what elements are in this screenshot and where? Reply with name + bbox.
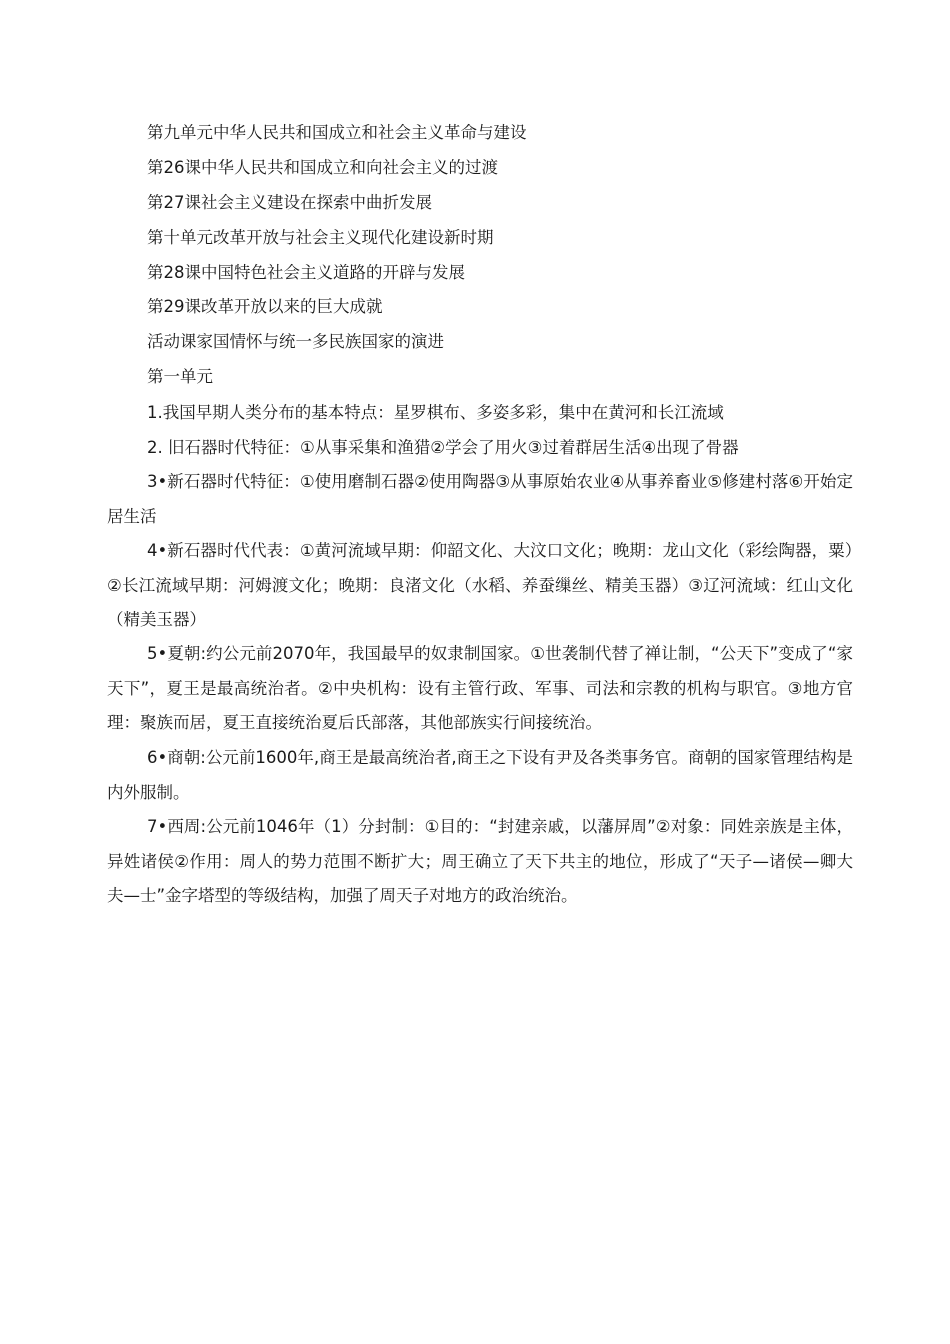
point-paragraph: 6•商朝:公元前1600年,商王是最高统治者,商王之下设有尹及各类事务官。商朝的国家管理结构是内外服制。 — [107, 748, 853, 802]
toc-line: 活动课家国情怀与统一多民族国家的演进 — [147, 332, 444, 351]
toc-line: 第十单元改革开放与社会主义现代化建设新时期 — [147, 228, 494, 247]
toc-line: 第九单元中华人民共和国成立和社会主义革命与建设 — [147, 123, 527, 142]
point-paragraph: 3•新石器时代特征：①使用磨制石器②使用陶器③从事原始农业④从事养畜业⑤修建村落⑥开始定居生活 — [107, 472, 853, 526]
toc-line: 第27课社会主义建设在探索中曲折发展 — [147, 193, 432, 212]
point-paragraph: 5•夏朝:约公元前2070年，我国最早的奴隶制国家。①世袭制代替了禅让制，“公天下”变成了“家天下”，夏王是最高统治者。②中央机构：设有主管行政、军事、司法和宗教的机构与职官。③地方官理：聚族而居，夏王直接统治夏后氏部落，其他部族实行间接统治。 — [107, 644, 853, 732]
toc-line: 第28课中国特色社会主义道路的开辟与发展 — [147, 263, 465, 282]
toc-line: 第29课改革开放以来的巨大成就 — [147, 297, 383, 316]
point-paragraph: 1.我国早期人类分布的基本特点：星罗棋布、多姿多彩，集中在黄河和长江流域 — [147, 403, 724, 422]
section-heading: 第一单元 — [147, 367, 213, 386]
point-paragraph: 2. 旧石器时代特征：①从事采集和渔猎②学会了用火③过着群居生活④出现了骨器 — [147, 438, 739, 457]
point-paragraph: 4•新石器时代代表：①黄河流域早期：仰韶文化、大汶口文化；晚期：龙山文化（彩绘陶器，粟）②长江流域早期：河姆渡文化；晚期：良渚文化（水稻、养蚕缫丝、精美玉器）③辽河流域：红山文化（精美玉器） — [107, 541, 853, 629]
point-paragraph: 7•西周:公元前1046年（1）分封制：①目的：“封建亲戚，以藩屏周”②对象：同姓亲族是主体，异姓诸侯②作用：周人的势力范围不断扩大；周王确立了天下共主的地位，形成了“天子—诸侯—卿大夫—士”金字塔型的等级结构，加强了周天子对地方的政治统治。 — [107, 817, 853, 905]
toc-line: 第26课中华人民共和国成立和向社会主义的过渡 — [147, 158, 498, 177]
